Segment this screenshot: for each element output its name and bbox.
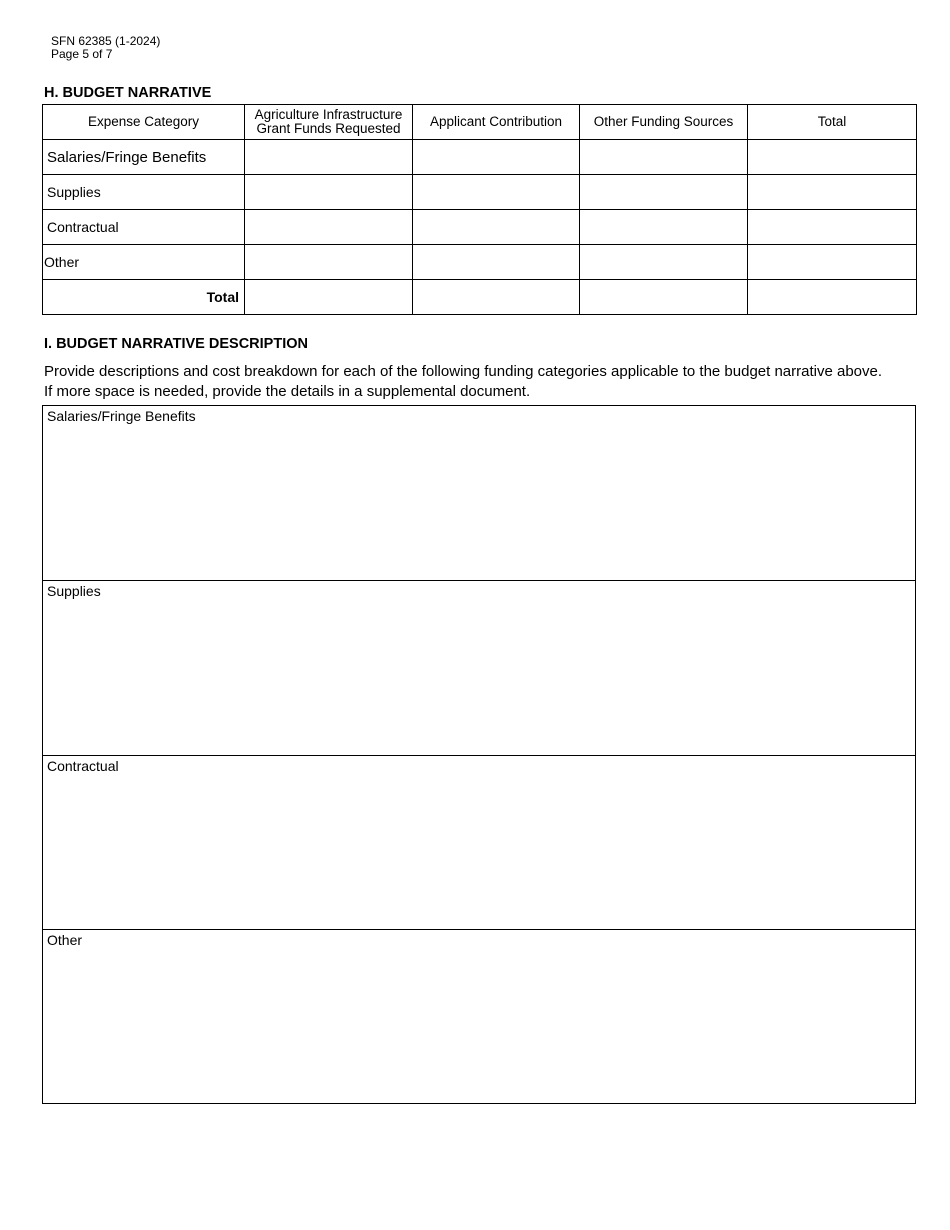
- table-row-salaries: [43, 140, 917, 175]
- budget-narrative-table: [42, 104, 917, 315]
- row-label-other: Other: [43, 245, 245, 280]
- contractual-other-field[interactable]: [580, 210, 748, 245]
- salaries-applicant-field[interactable]: [413, 140, 580, 175]
- total-applicant-field[interactable]: [413, 280, 580, 315]
- budget-description-heading: I. BUDGET NARRATIVE DESCRIPTION: [44, 336, 308, 352]
- table-header-row: [43, 105, 917, 140]
- table-row-total: [43, 280, 917, 315]
- other-description-field[interactable]: [43, 930, 915, 1105]
- other-applicant-field[interactable]: [413, 245, 580, 280]
- form-number: SFN 62385 (1-2024): [51, 34, 161, 48]
- salaries-grant-field[interactable]: [245, 140, 413, 175]
- supplies-grant-field[interactable]: [245, 175, 413, 210]
- budget-description-instructions: [44, 362, 924, 401]
- contractual-description-field[interactable]: [43, 756, 915, 931]
- salaries-description-field[interactable]: [43, 406, 915, 581]
- budget-description-boxes: [42, 405, 916, 1104]
- salaries-total-field[interactable]: [748, 140, 917, 175]
- supplies-description-label: Supplies: [47, 582, 101, 599]
- supplies-total-field[interactable]: [748, 175, 917, 210]
- instructions-line-2: If more space is needed, provide the details in a supplemental document.: [44, 382, 531, 400]
- column-header-total: Total: [748, 105, 917, 140]
- column-header-other-funding: Other Funding Sources: [580, 105, 748, 140]
- supplies-other-field[interactable]: [580, 175, 748, 210]
- table-row-supplies: [43, 175, 917, 210]
- other-total-field[interactable]: [748, 245, 917, 280]
- salaries-description-label: Salaries/Fringe Benefits: [47, 408, 196, 424]
- other-description-label: Other: [47, 932, 83, 949]
- column-header-expense-category: Expense Category: [43, 105, 245, 140]
- form-identifier: [51, 35, 160, 61]
- total-total-field[interactable]: [748, 280, 917, 315]
- salaries-other-field[interactable]: [580, 140, 748, 175]
- page-number: Page 5 of 7: [51, 47, 113, 61]
- contractual-description-label: Contractual: [47, 757, 119, 774]
- row-label-salaries: Salaries/Fringe Benefits: [43, 140, 245, 175]
- contractual-applicant-field[interactable]: [413, 210, 580, 245]
- other-other-field[interactable]: [580, 245, 748, 280]
- other-grant-field[interactable]: [245, 245, 413, 280]
- instructions-line-1: Provide descriptions and cost breakdown for each of the following funding categories applicable to the budget narrative above.: [44, 363, 883, 380]
- supplies-applicant-field[interactable]: [413, 175, 580, 210]
- table-row-contractual: [43, 210, 917, 245]
- budget-narrative-heading: H. BUDGET NARRATIVE: [44, 85, 212, 101]
- total-grant-field[interactable]: [245, 280, 413, 315]
- total-other-field[interactable]: [580, 280, 748, 315]
- column-header-grant-funds-line1: Agriculture Infrastructure: [254, 107, 403, 122]
- column-header-applicant-contribution: Applicant Contribution: [413, 105, 580, 140]
- column-header-grant-funds: [245, 105, 413, 140]
- row-label-contractual: Contractual: [43, 210, 245, 245]
- contractual-total-field[interactable]: [748, 210, 917, 245]
- row-label-supplies: Supplies: [43, 175, 245, 210]
- column-header-grant-funds-line2: Grant Funds Requested: [256, 121, 401, 136]
- contractual-grant-field[interactable]: [245, 210, 413, 245]
- supplies-description-field[interactable]: [43, 581, 915, 756]
- row-label-total: Total: [43, 280, 245, 315]
- table-row-other: [43, 245, 917, 280]
